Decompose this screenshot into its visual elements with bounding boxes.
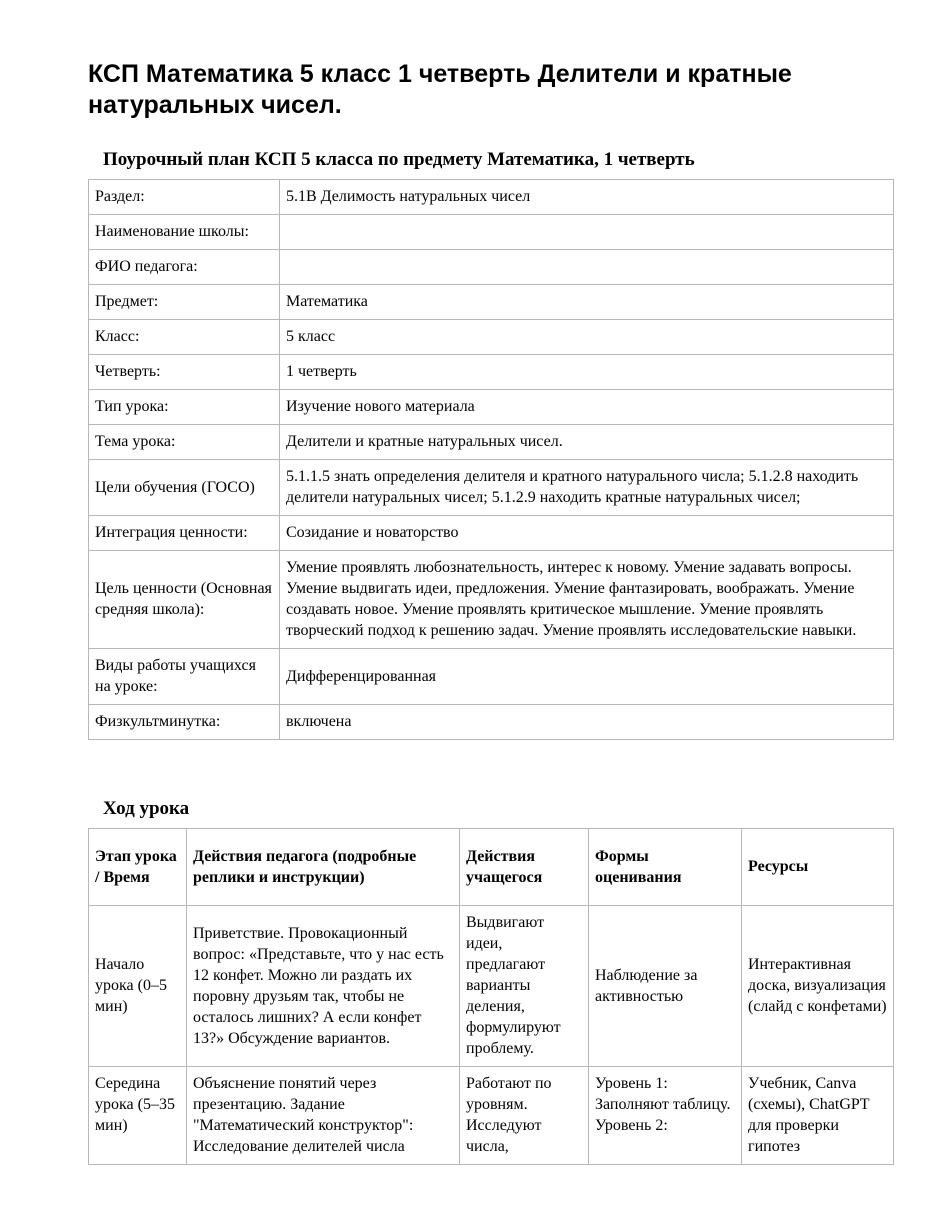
info-row-work-types bbox=[89, 649, 894, 705]
info-value: включена bbox=[280, 705, 894, 740]
info-row-school bbox=[89, 215, 894, 250]
info-value bbox=[280, 250, 894, 285]
assessment-cell: Наблюдение за активностью bbox=[589, 906, 742, 1067]
info-label: Физкультминутка: bbox=[89, 705, 280, 740]
info-row-learning-goals bbox=[89, 460, 894, 516]
stage-text: Середина урока (5–35 мин) bbox=[95, 1075, 175, 1134]
course-row-middle bbox=[89, 1067, 894, 1165]
lesson-info-table bbox=[88, 179, 894, 740]
info-label: Раздел: bbox=[89, 180, 280, 215]
info-row-topic bbox=[89, 425, 894, 460]
info-row-exercise-break bbox=[89, 705, 894, 740]
info-row-section bbox=[89, 180, 894, 215]
teacher-actions-text: Объяснение понятий через презентацию. Задание "Математический конструктор": Исследование делителей числа bbox=[193, 1075, 414, 1155]
header-resources: Ресурсы bbox=[742, 829, 894, 906]
header-stage: Этап урока / Время bbox=[89, 829, 187, 906]
info-label: Наименование школы: bbox=[89, 215, 280, 250]
student-actions-cell: Выдвигают идеи, предлагают варианты деления, формулируют проблему. bbox=[460, 906, 589, 1067]
plan-heading: Поурочный план КСП 5 класса по предмету Математика, 1 четверть bbox=[103, 149, 695, 170]
info-value bbox=[280, 215, 894, 250]
info-row-quarter bbox=[89, 355, 894, 390]
resources-text: Учебник, Canva (схемы), ChatGPT для проверки гипотез bbox=[748, 1075, 870, 1155]
course-heading: Ход урока bbox=[103, 798, 190, 819]
teacher-actions-cell bbox=[187, 1067, 460, 1165]
info-row-teacher bbox=[89, 250, 894, 285]
teacher-actions-cell: Приветствие. Провокационный вопрос: «Представьте, что у нас есть 12 конфет. Можно ли раздать их поровну друзьям так, чтобы не осталось лишних? А если конфет 13?» Обсуждение вариантов. bbox=[187, 906, 460, 1067]
info-row-value-goal bbox=[89, 551, 894, 649]
header-student-actions: Действия учащегося bbox=[460, 829, 589, 906]
stage-cell bbox=[89, 1067, 187, 1165]
info-value: Изучение нового материала bbox=[280, 390, 894, 425]
info-label: Интеграция ценности: bbox=[89, 516, 280, 551]
student-actions-cell bbox=[460, 1067, 589, 1165]
student-actions-text: Работают по уровням. Исследуют числа, bbox=[466, 1075, 552, 1155]
info-value: Созидание и новаторство bbox=[280, 516, 894, 551]
stage-cell: Начало урока (0–5 мин) bbox=[89, 906, 187, 1067]
info-value: 5.1.1.5 знать определения делителя и кратного натурального числа; 5.1.2.8 находить делители натуральных чисел; 5.1.2.9 находить кратные натуральных чисел; bbox=[280, 460, 894, 516]
info-label: Виды работы учащихся на уроке: bbox=[89, 649, 280, 705]
info-value: 1 четверть bbox=[280, 355, 894, 390]
info-row-grade bbox=[89, 320, 894, 355]
info-label: Цель ценности (Основная средняя школа): bbox=[89, 551, 280, 649]
info-label: Цели обучения (ГОСО) bbox=[89, 460, 280, 516]
info-label: Тип урока: bbox=[89, 390, 280, 425]
resources-cell bbox=[742, 1067, 894, 1165]
course-header-row bbox=[89, 829, 894, 906]
info-value: Умение проявлять любознательность, интерес к новому. Умение задавать вопросы. Умение выдвигать идеи, предложения. Умение фантазировать, воображать. Умение создавать новое. Умение проявлять критическое мышление. Умение проявлять творческий подход к решению задач. Умение проявлять исследовательские навыки. bbox=[280, 551, 894, 649]
info-row-value-integration bbox=[89, 516, 894, 551]
info-row-lesson-type bbox=[89, 390, 894, 425]
info-value: Делители и кратные натуральных чисел. bbox=[280, 425, 894, 460]
header-teacher-actions: Действия педагога (подробные реплики и инструкции) bbox=[187, 829, 460, 906]
info-value: Математика bbox=[280, 285, 894, 320]
document-title: КСП Математика 5 класс 1 четверть Делители и кратные натуральных чисел. bbox=[88, 60, 792, 119]
info-value: 5.1В Делимость натуральных чисел bbox=[280, 180, 894, 215]
info-value: Дифференцированная bbox=[280, 649, 894, 705]
resources-cell: Интерактивная доска, визуализация (слайд с конфетами) bbox=[742, 906, 894, 1067]
lesson-course-table bbox=[88, 828, 894, 1165]
assessment-cell bbox=[589, 1067, 742, 1165]
assessment-text: Уровень 1: Заполняют таблицу. Уровень 2: bbox=[595, 1075, 731, 1134]
course-row-start bbox=[89, 906, 894, 1067]
info-label: Тема урока: bbox=[89, 425, 280, 460]
info-value: 5 класс bbox=[280, 320, 894, 355]
header-assessment: Формы оценивания bbox=[589, 829, 742, 906]
info-label: Четверть: bbox=[89, 355, 280, 390]
info-label: Предмет: bbox=[89, 285, 280, 320]
info-row-subject bbox=[89, 285, 894, 320]
info-label: ФИО педагога: bbox=[89, 250, 280, 285]
info-label: Класс: bbox=[89, 320, 280, 355]
